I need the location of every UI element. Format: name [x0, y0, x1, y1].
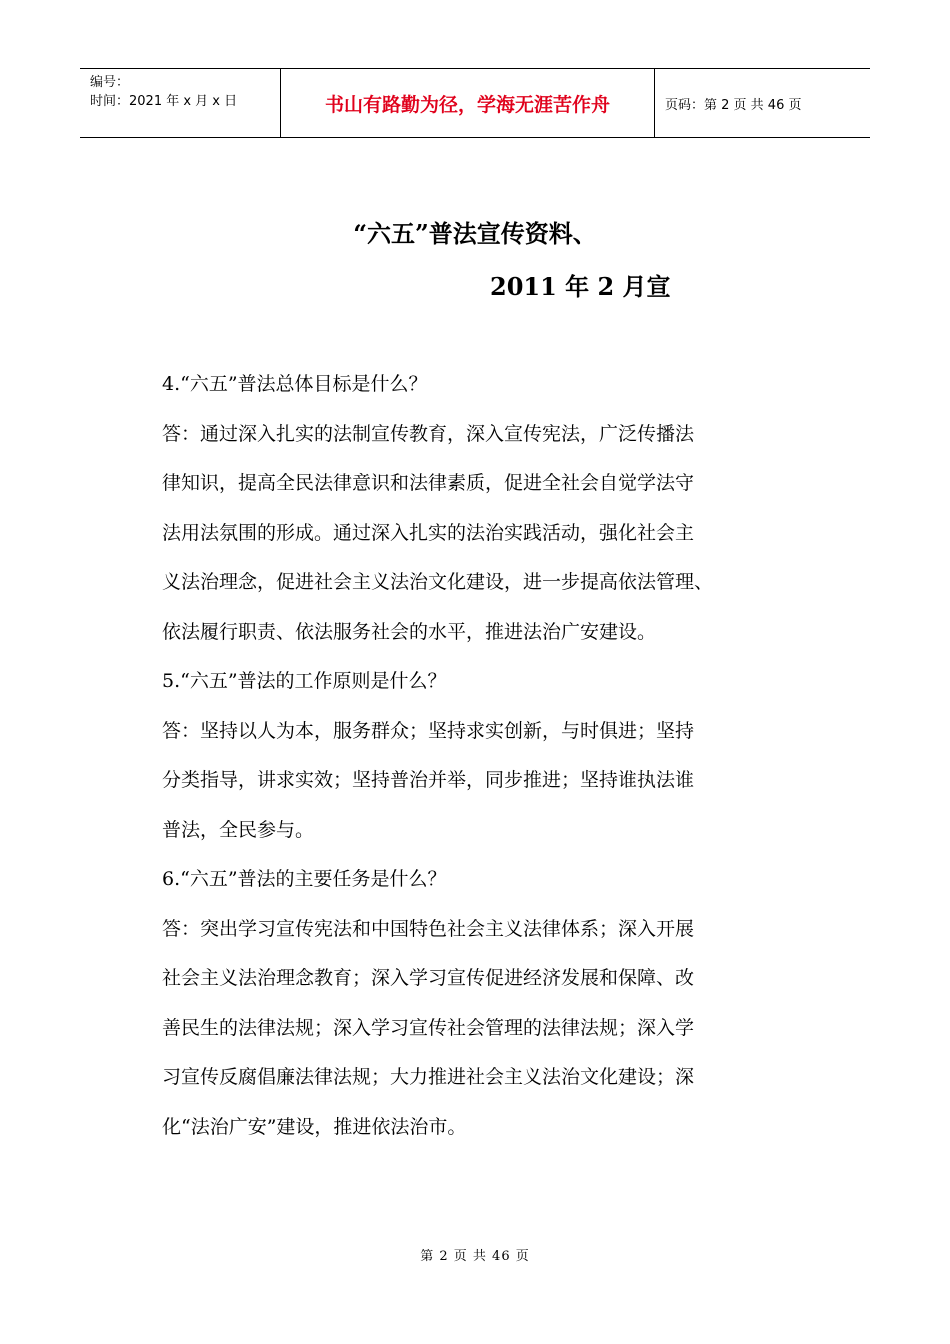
answer-6-line: 善民生的法律法规；深入学习宣传社会管理的法律法规；深入学	[162, 1016, 695, 1039]
document-body	[162, 360, 822, 1152]
answer-5-line: 普法，全民参与。	[162, 818, 315, 841]
header-page-cell	[655, 69, 870, 137]
answer-6-line: 社会主义法治理念教育；深入学习宣传促进经济发展和保障、改	[162, 967, 695, 989]
answer-4-line: 答：通过深入扎实的法制宣传教育，深入宣传宪法，广泛传播法	[162, 422, 695, 445]
document-subtitle: 2011 年 2 月宣	[490, 272, 671, 301]
answer-5-line: 答：坚持以人为本，服务群众；坚持求实创新，与时俱进；坚持	[162, 719, 695, 742]
answer-4-line: 法用法氛围的形成。通过深入扎实的法治实践活动，强化社会主	[162, 521, 695, 544]
page-footer: 第 2 页 共 46 页	[420, 1249, 530, 1264]
document-title: “六五”普法宣传资料、	[353, 219, 597, 248]
answer-6-line: 答：突出学习宣传宪法和中国特色社会主义法律体系；深入开展	[162, 917, 695, 940]
answer-4-line: 依法履行职责、依法服务社会的水平，推进法治广安建设。	[162, 620, 657, 643]
header-motto-cell	[281, 69, 655, 137]
header-table	[80, 68, 870, 138]
answer-4-line: 律知识，提高全民法律意识和法律素质，促进全社会自觉学法守	[162, 472, 695, 494]
motto-text: 书山有路勤为径，学海无涯苦作舟	[324, 93, 610, 116]
header-left-cell	[80, 69, 281, 137]
answer-6-line: 习宣传反腐倡廉法律法规；大力推进社会主义法治文化建设；深	[162, 1066, 695, 1088]
question-5: 5.“六五”普法的工作原则是什么？	[162, 670, 447, 692]
question-4: 4.“六五”普法总体目标是什么？	[162, 373, 428, 395]
answer-5-line: 分类指导，讲求实效；坚持普治并举，同步推进；坚持谁执法谁	[162, 769, 695, 791]
page-info: 页码：第 2 页 共 46 页	[665, 97, 802, 113]
number-label: 编号：	[90, 75, 130, 90]
date-label: 时间：2021 年 x 月 x 日	[90, 94, 238, 109]
answer-6-line: 化“法治广安”建设，推进依法治市。	[162, 1115, 467, 1138]
answer-4-line: 义法治理念，促进社会主义法治文化建设，进一步提高依法管理、	[162, 571, 714, 593]
question-6: 6.“六五”普法的主要任务是什么？	[162, 868, 447, 890]
